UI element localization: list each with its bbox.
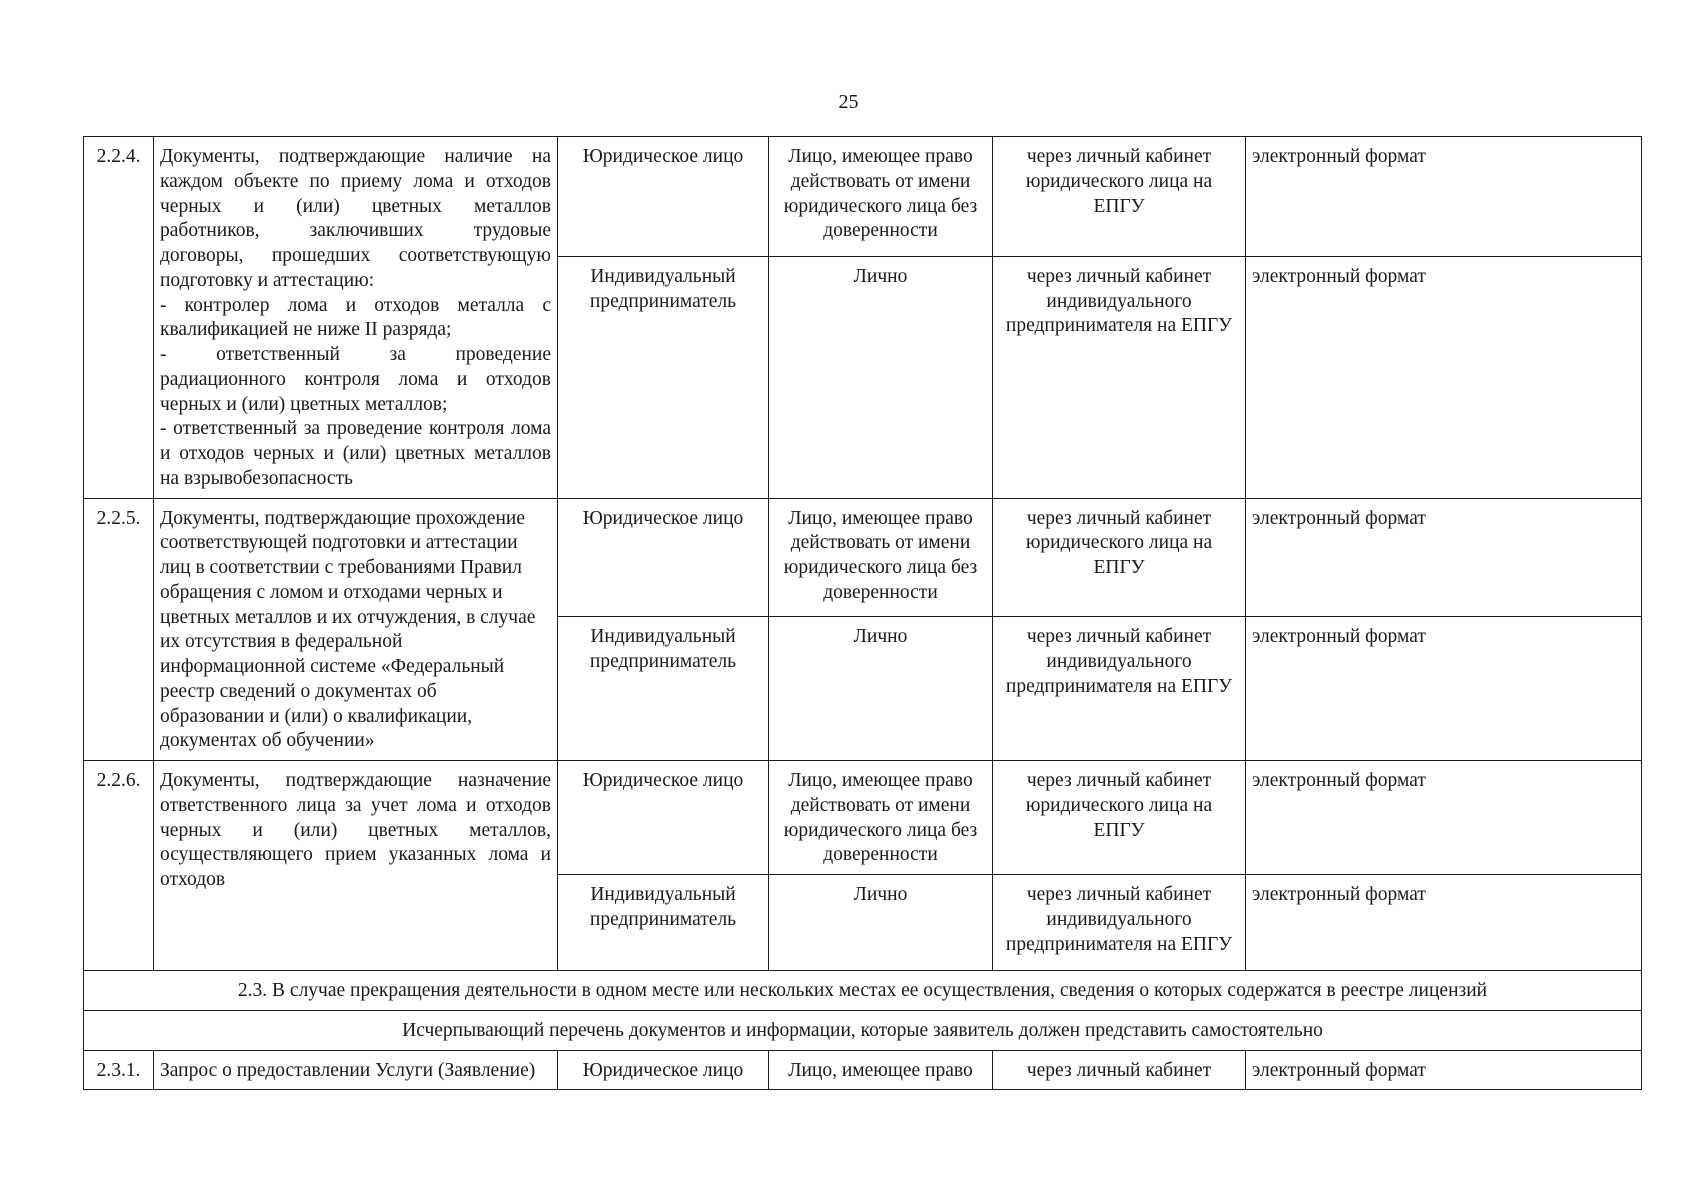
applicant-category: Юридическое лицо <box>558 498 769 617</box>
submission-channel: через личный кабинет юридического лица на ЕПГУ <box>993 498 1246 617</box>
section-heading: 2.3. В случае прекращения деятельности в одном месте или нескольких местах ее осуществления, сведения о которых содержатся в реестре лицензий <box>84 971 1642 1011</box>
document-description: Документы, подтверждающие назначение ответственного лица за учет лома и отходов черных и (или) цветных металлов, осуществляющего прием указанных лома и отходов <box>154 761 558 971</box>
representative: Лицо, имеющее право действовать от имени юридического лица без доверенности <box>769 761 993 875</box>
section-header-row <box>84 971 1642 1011</box>
applicant-category: Индивидуальный предприниматель <box>558 617 769 761</box>
submission-channel: через личный кабинет юридического лица на ЕПГУ <box>993 761 1246 875</box>
representative: Лицо, имеющее право действовать от имени юридического лица без доверенности <box>769 498 993 617</box>
applicant-category: Юридическое лицо <box>558 137 769 257</box>
representative: Лично <box>769 875 993 971</box>
representative: Лично <box>769 256 993 498</box>
table-row <box>84 1050 1642 1090</box>
table-row <box>84 137 1642 257</box>
documents-table <box>83 136 1642 1090</box>
document-format: электронный формат <box>1246 761 1642 875</box>
subheader-row <box>84 1010 1642 1050</box>
document-format: электронный формат <box>1246 256 1642 498</box>
document-format: электронный формат <box>1246 617 1642 761</box>
applicant-category: Индивидуальный предприниматель <box>558 875 769 971</box>
table-row <box>84 761 1642 875</box>
submission-channel: через личный кабинет <box>993 1050 1246 1090</box>
document-description: Запрос о предоставлении Услуги (Заявление) <box>154 1050 558 1090</box>
submission-channel: через личный кабинет индивидуального предпринимателя на ЕПГУ <box>993 875 1246 971</box>
submission-channel: через личный кабинет юридического лица на ЕПГУ <box>993 137 1246 257</box>
document-format: электронный формат <box>1246 1050 1642 1090</box>
applicant-category: Индивидуальный предприниматель <box>558 256 769 498</box>
row-number: 2.2.4. <box>84 137 154 499</box>
representative: Лично <box>769 617 993 761</box>
applicant-category: Юридическое лицо <box>558 1050 769 1090</box>
row-number: 2.2.5. <box>84 498 154 761</box>
representative: Лицо, имеющее право действовать от имени юридического лица без доверенности <box>769 137 993 257</box>
page-number: 25 <box>838 91 859 113</box>
document-description: Документы, подтверждающие наличие на каждом объекте по приему лома и отходов черных и (или) цветных металлов работников, заключивших трудовые договоры, прошедших соответствующую подготовку и аттестацию: - контролер лома и отходов металла с квалификацией не ниже II разряда; - ответственный за проведение радиационного контроля лома и отходов черных и (или) цветных металлов; - ответственный за проведение контроля лома и отходов черных и (или) цветных металлов на взрывобезопасность <box>154 137 558 499</box>
exhaustive-list-heading: Исчерпывающий перечень документов и информации, которые заявитель должен представить самостоятельно <box>84 1010 1642 1050</box>
applicant-category: Юридическое лицо <box>558 761 769 875</box>
submission-channel: через личный кабинет индивидуального предпринимателя на ЕПГУ <box>993 617 1246 761</box>
row-number: 2.3.1. <box>84 1050 154 1090</box>
document-format: электронный формат <box>1246 498 1642 617</box>
document-description: Документы, подтверждающие прохождение соответствующей подготовки и аттестации лиц в соответствии с требованиями Правил обращения с ломом и отходами черных и цветных металлов и их отчуждения, в случае их отсутствия в федеральной информационной системе «Федеральный реестр сведений о документах об образовании и (или) о квалификации, документах об обучении» <box>154 498 558 761</box>
table-row <box>84 498 1642 617</box>
submission-channel: через личный кабинет индивидуального предпринимателя на ЕПГУ <box>993 256 1246 498</box>
document-format: электронный формат <box>1246 875 1642 971</box>
row-number: 2.2.6. <box>84 761 154 971</box>
document-format: электронный формат <box>1246 137 1642 257</box>
representative: Лицо, имеющее право <box>769 1050 993 1090</box>
